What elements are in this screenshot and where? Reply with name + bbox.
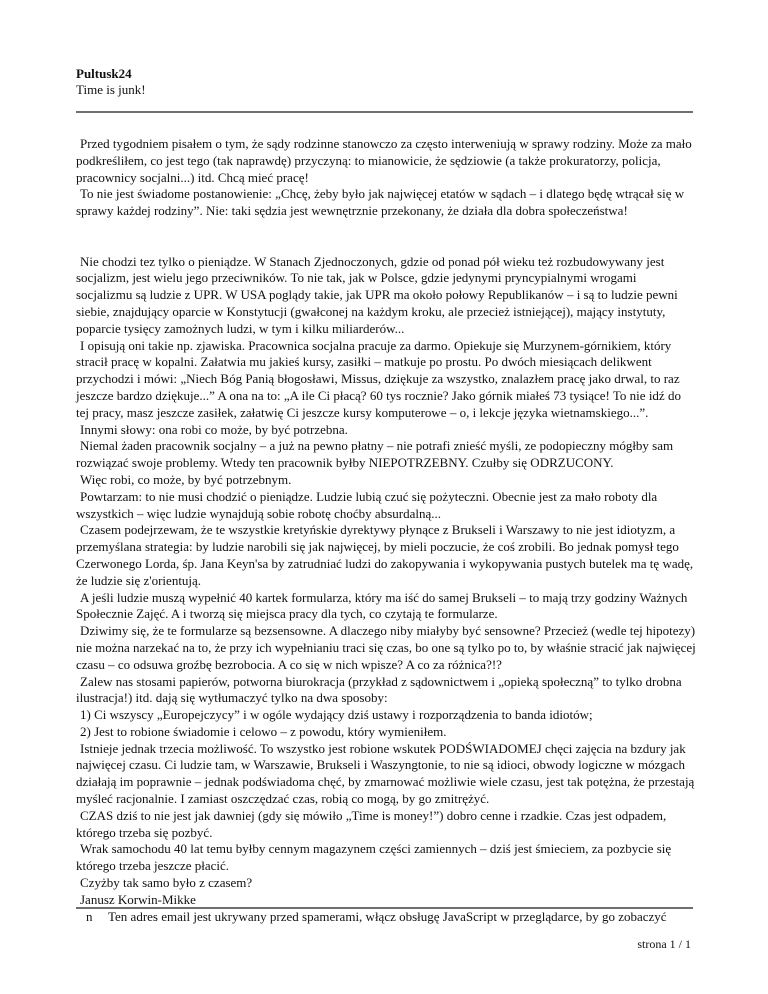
paragraph-10: A jeśli ludzie muszą wypełnić 40 kartek formularza, który ma iść do samej Brukseli – to mają trzy godziny Ważnych Społecznie Zajęć. A i tworzą się miejsca pracy dla tych, co czytają te formularze. <box>76 589 688 622</box>
paragraph-8: Powtarzam: to nie musi chodzić o pieniądze. Ludzie lubią czuć się pożyteczni. Obecnie jest za mało roboty dla wszystkich – więc ludzie wynajdują sobie robotę choćby absurdalną... <box>76 488 658 521</box>
site-tagline: Time is junk! <box>76 82 146 97</box>
header-divider <box>76 111 693 113</box>
article-body <box>76 136 696 925</box>
paragraph-11: Dziwimy się, że te formularze są bezsensowne. A dlaczego niby miałyby być sensowne? Przecież (wedle tej hipotezy) nie można narzekać na to, że przy ich wypełnianiu traci się czas, bo one są tylko po to, by właśnie stracić jak najwięcej czasu – co odsuwa groźbę bezrobocia. A co się w nich wpisze? A co za różnica?!? <box>76 623 696 672</box>
email-notice-text: Ten adres email jest ukrywany przed spamerami, włącz obsługę JavaScript w przeglądarce, by go zobaczyć <box>108 908 667 924</box>
author-signature: Janusz Korwin-Mikke <box>80 891 196 907</box>
paragraph-5: Innymi słowy: ona robi co może, by być potrzebna. <box>80 421 348 437</box>
paragraph-12: Zalew nas stosami papierów, potworna biurokracja (przykład z sądownictwem i „opieką społeczną” to tylko drobna ilustracja!) itd. dają się wytłumaczyć tylko na dwa sposoby: <box>76 673 682 706</box>
list-item-2: 2) Jest to robione świadomie i celowo – z powodu, który wymieniłem. <box>80 723 447 739</box>
site-title: Pultusk24 <box>76 66 132 81</box>
paragraph-gap-2 <box>76 237 696 254</box>
paragraph-9: Czasem podejrzewam, że te wszystkie kretyńskie dyrektywy płynące z Brukseli i Warszawy to nie jest idiotyzm, a przemyślana strategia: by ludzie narobili się jak najwięcej, by mieli poczucie, że coś zrobili. Bo jednak pomysł tego Czerwonego Lorda, śp. Jana Keyn'sa by zatrudniać ludzi do zakopywania i wykopywania pustych butelek ma tę wadę, że ludzie się z'orientują. <box>76 522 694 588</box>
list-item-1: 1) Ci wszyscy „Europejczycy” i w ogóle wydający dziś ustawy i rozporządzenia to banda idiotów; <box>80 707 593 723</box>
paragraph-6: Niemal żaden pracownik socjalny – a już na pewno płatny – nie potrafi znieść myśli, ze podopieczny mógłby sam rozwiązać swoje problemy. Wtedy ten pracownik byłby NIEPOTRZEBNY. Czułby się ODRZUCONY. <box>76 438 674 471</box>
paragraph-13: Istnieje jednak trzecia możliwość. To wszystko jest robione wskutek PODŚWIADOMEJ chęci zajęcia na bzdury jak najwięcej czasu. Ci ludzie tam, w Warszawie, Brukseli i Waszyngtonie, to nie są idioci, obwody logiczne w mózgach działają im poprawnie – jednak podświadoma chęć, by zmarnować możliwie wiele czasu, jest tak potężna, że przestają myśleć racjonalnie. I zamiast oszczędzać czas, robią co mogą, by go zmitrężyć. <box>76 740 695 807</box>
page-header <box>76 66 696 98</box>
bullet-marker: n <box>86 908 93 924</box>
page-number: strona 1 / 1 <box>637 937 691 951</box>
paragraph-gap <box>76 220 696 237</box>
footer-divider <box>76 907 693 909</box>
paragraph-2: To nie jest świadome postanowienie: „Chcę, żeby było jak najwięcej etatów w sądach – i dlatego będę wtrącał się w sprawy każdej rodziny”. Nie: taki sędzia jest wewnętrznie przekonany, że działa dla dobra społeczeństwa! <box>76 186 685 219</box>
paragraph-3: Nie chodzi tez tylko o pieniądze. W Stanach Zjednoczonych, gdzie od ponad pół wieku też rozbudowywany jest socjalizm, jest wielu jego przeciwników. To nie tak, jak w Polsce, gdzie jedynymi pryncypialnymi wrogami socjalizmu są ludzie z UPR. W USA poglądy takie, jak UPR ma około połowy Republikanów – i są to ludzie pewni siebie, znajdujący oparcie w Konstytucji (gwałconej na każdym kroku, ale przecież istniejącej), mający instytuty, poparcie tysięcy zamożnych ludzi, w tym i kilku miliarderów... <box>76 253 678 336</box>
email-protection-notice <box>86 909 696 926</box>
paragraph-4: I opisują oni takie np. zjawiska. Pracownica socjalna pracuje za darmo. Opiekuje się Murzynem-górnikiem, który stracił pracę w kopalni. Załatwia mu jakieś kursy, zasiłki – matkuje po prostu. Po dwóch miesiącach delikwent przychodzi i mówi: „Niech Bóg Panią błogosławi, Missus, dziękuje za wszystko, znalazłem pracę jako drwal, to raz jeszcze bardzo dziękuje...” A ona na to: „A ile Ci płacą? 60 tys rocznie? Jako górnik miałeś 73 tysiące! To nie idź do tej pracy, masz jeszcze zasiłek, załatwię Ci jeszcze kursy komputerowe – o, i lekcje języka wietnamskiego...”. <box>76 337 681 420</box>
paragraph-1: Przed tygodniem pisałem o tym, że sądy rodzinne stanowczo za często interweniują w sprawy rodziny. Może za mało podkreśliłem, co jest tego (tak naprawdę) przyczyną: to mianowicie, że sędziowie (a także prokuratorzy, policja, pracownicy socjalni...) itd. Chcą mieć pracę! <box>76 136 692 185</box>
paragraph-7: Więc robi, co może, by być potrzebnym. <box>80 471 292 487</box>
paragraph-15: Wrak samochodu 40 lat temu byłby cennym magazynem części zamiennych – dziś jest śmieciem, za pozbycie się którego trzeba jeszcze płacić. <box>76 841 672 874</box>
paragraph-16: Czyżby tak samo było z czasem? <box>80 875 253 891</box>
paragraph-14: CZAS dziś to nie jest jak dawniej (gdy się mówiło „Time is money!”) dobro cenne i rzadkie. Czas jest odpadem, którego trzeba się pozbyć. <box>76 807 667 840</box>
